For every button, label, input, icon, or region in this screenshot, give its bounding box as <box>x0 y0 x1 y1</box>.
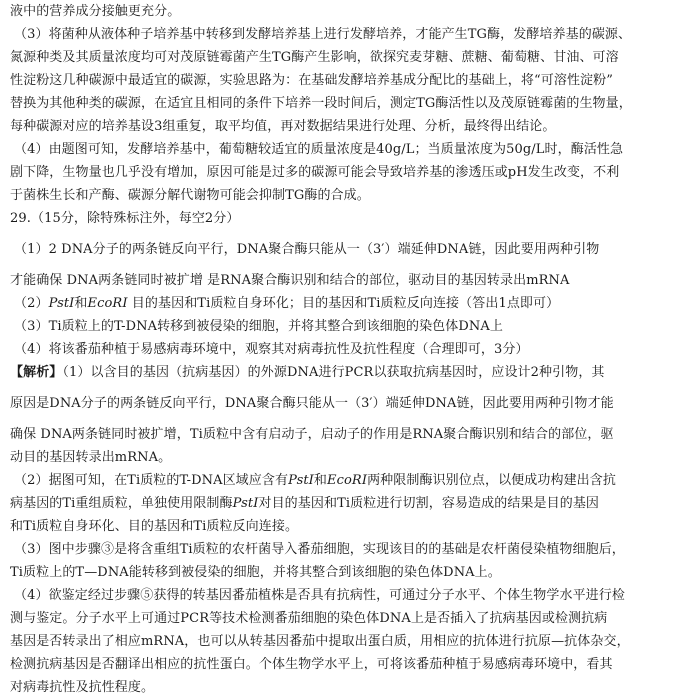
text-line: 氮源种类及其质量浓度均可对茂原链霉菌产生TG酶产生影响，欲探究麦芽糖、蔗糖、葡萄糖、甘油、可溶 <box>10 50 619 65</box>
analysis-line: 确保 DNA两条链同时被扩增，Ti质粒中含有启动子，启动子的作用是RNA聚合酶识别和结合的部位，驱 <box>10 427 614 442</box>
analysis-line: 和Ti质粒自身环化、目的基因和Ti质粒反向连接。 <box>10 519 299 534</box>
analysis-line: 原因是DNA分子的两条链反向平行，DNA聚合酶只能从一（3′）端延伸DNA链，因此要用两种引物才能 <box>10 396 614 411</box>
question-heading: 29.（15分，除特殊标注外，每空2分） <box>10 211 240 226</box>
text-line: （4）由题图可知，发酵培养基中，葡萄糖较适宜的质量浓度是40g/L；当质量浓度为50g/L时，酶活性急 <box>14 142 624 157</box>
text-line: 液中的营养成分接触更充分。 <box>10 4 181 19</box>
text-line: （3）将菌种从液体种子培养基中转移到发酵培养基上进行发酵培养，才能产生TG酶，发酵培养基的碳源、 <box>14 27 632 42</box>
analysis-line: （3）图中步骤③是将含重组Ti质粒的农杆菌导入番茄细胞，实现该目的的基础是农杆菌侵染植物细胞后， <box>14 542 625 557</box>
analysis-label: 【解析】 <box>10 365 63 380</box>
text-line: 剧下降，生物量也几乎没有增加，原因可能是过多的碳源可能会导致培养基的渗透压或pH发生改变，不利 <box>10 165 620 180</box>
analysis-line: 检测抗病基因是否翻译出相应的抗性蛋白。个体生物学水平上，可将该番茄种植于易感病毒环境中，看其 <box>10 657 613 672</box>
answer-line: （3）Ti质粒上的T-DNA转移到被侵染的细胞，并将其整合到该细胞的染色体DNA上 <box>14 319 503 334</box>
answer-line: （4）将该番茄种植于易感病毒环境中，观察其对病毒抗性及抗性程度（合理即可，3分） <box>14 342 529 357</box>
text-line: 替换为其他种类的碳源，在适宜且相同的条件下培养一段时间后，测定TG酶活性以及茂原链霉菌的生物量， <box>10 96 632 111</box>
analysis-line: 【解析】（1）以含目的基因（抗病基因）的外源DNA进行PCR以获取抗病基因时，应设计2种引物，其 <box>10 365 605 380</box>
answer-line: （2）PstⅠ和EcoRⅠ 目的基因和Ti质粒自身环化；目的基因和Ti质粒反向连接（答出1点即可） <box>14 296 560 311</box>
answer-line: 才能确保 DNA两条链同时被扩增 是RNA聚合酶识别和结合的部位，驱动目的基因转录出mRNA <box>10 273 570 288</box>
analysis-line: 病基因的Ti重组质粒，单独使用限制酶PstⅠ对目的基因和Ti质粒进行切割，容易造成的结果是目的基因 <box>10 496 600 511</box>
text-line: 于菌株生长和产酶、碳源分解代谢物可能会抑制TG酶的合成。 <box>10 188 370 203</box>
analysis-line: 对病毒抗性及抗性程度。 <box>10 680 155 695</box>
analysis-line: Ti质粒上的T—DNA能转移到被侵染的细胞，并将其整合到该细胞的染色体DNA上。 <box>10 565 501 580</box>
text-line: 性淀粉这几种碳源中最适宜的碳源，实验思路为：在基础发酵培养基成分配比的基础上，将“可溶性淀粉” <box>10 73 613 88</box>
analysis-line: （4）欲鉴定经过步骤⑤获得的转基因番茄植株是否具有抗病性，可通过分子水平、个体生物学水平进行检 <box>14 588 625 603</box>
analysis-line: （2）据图可知，在Ti质粒的T-DNA区域应含有PstⅠ和EcoRⅠ两种限制酶识别位点，以便成功构建出含抗 <box>14 473 616 488</box>
analysis-line: 基因是否转录出了相应mRNA，也可以从转基因番茄中提取出蛋白质，用相应的抗体进行抗原—抗体杂交， <box>10 634 630 649</box>
text-line: 每种碳源对应的培养基设3组重复，取平均值，再对数据结果进行处理、分析，最终得出结论。 <box>10 119 556 134</box>
analysis-line: 动目的基因转录出mRNA。 <box>10 450 172 465</box>
analysis-line: 测与鉴定。分子水平上可通过PCR等技术检测番茄细胞的染色体DNA上是否插入了抗病基因或检测抗病 <box>10 611 608 626</box>
answer-line: （1）2 DNA分子的两条链反向平行，DNA聚合酶只能从一（3′）端延伸DNA链，因此要用两种引物 <box>14 242 600 257</box>
